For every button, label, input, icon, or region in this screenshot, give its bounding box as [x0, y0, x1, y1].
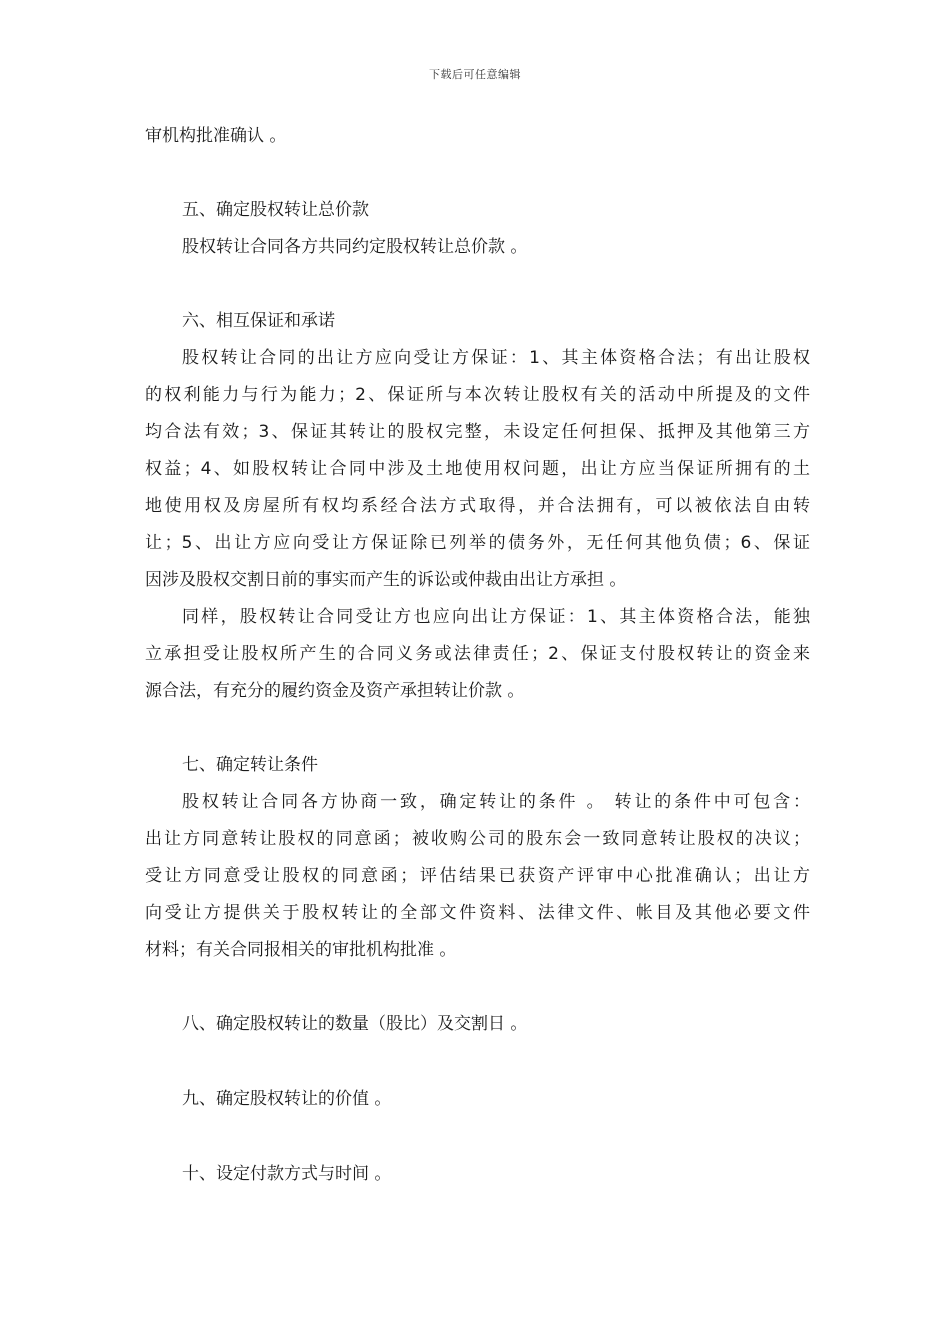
paragraph-line: 同样，股权转让合同受让方也应向出让方保证：1、其主体资格合法，能独	[182, 607, 810, 627]
paragraph-line: 材料；有关合同报相关的审批机构批准 。	[145, 940, 457, 960]
paragraph-line: 让；5、出让方应向受让方保证除已列举的债务外，无任何其他负债；6、保证	[145, 533, 810, 553]
section-heading-5: 五、确定股权转让总价款	[182, 200, 369, 220]
paragraph-line: 受让方同意受让股权的同意函；评估结果已获资产评审中心批准确认；出让方	[145, 866, 810, 886]
section-heading-7: 七、确定转让条件	[182, 755, 318, 775]
paragraph-line: 均合法有效；3、保证其转让的股权完整，未设定任何担保、抵押及其他第三方	[145, 422, 810, 442]
page-header: 下载后可任意编辑	[429, 68, 521, 81]
paragraph-line: 股权转让合同的出让方应向受让方保证：1、其主体资格合法；有出让股权	[182, 348, 810, 368]
paragraph-line: 立承担受让股权所产生的合同义务或法律责任；2、保证支付股权转让的资金来	[145, 644, 810, 664]
section-heading-9: 九、确定股权转让的价值 。	[182, 1089, 392, 1109]
document-body	[145, 118, 810, 1193]
paragraph-line: 因涉及股权交割日前的事实而产生的诉讼或仲裁由出让方承担 。	[145, 570, 627, 590]
section-heading-8: 八、确定股权转让的数量（股比）及交割日 。	[182, 1014, 528, 1034]
paragraph-line: 出让方同意转让股权的同意函；被收购公司的股东会一致同意转让股权的决议；	[145, 829, 810, 849]
paragraph-line: 股权转让合同各方协商一致，确定转让的条件 。 转让的条件中可包含：	[182, 792, 810, 812]
section-heading-6: 六、相互保证和承诺	[182, 311, 335, 331]
section-heading-10: 十、设定付款方式与时间 。	[182, 1164, 392, 1184]
paragraph-line: 权益；4、如股权转让合同中涉及土地使用权问题，出让方应当保证所拥有的土	[145, 459, 810, 479]
paragraph-line: 向受让方提供关于股权转让的全部文件资料、法律文件、帐目及其他必要文件	[145, 903, 810, 923]
text-line: 审机构批准确认 。	[145, 126, 287, 146]
paragraph-line: 的权利能力与行为能力；2、保证所与本次转让股权有关的活动中所提及的文件	[145, 385, 810, 405]
paragraph-line: 源合法，有充分的履约资金及资产承担转让价款 。	[145, 681, 525, 701]
paragraph-line: 地使用权及房屋所有权均系经合法方式取得，并合法拥有，可以被依法自由转	[145, 496, 810, 516]
paragraph-line: 股权转让合同各方共同约定股权转让总价款 。	[182, 237, 528, 257]
